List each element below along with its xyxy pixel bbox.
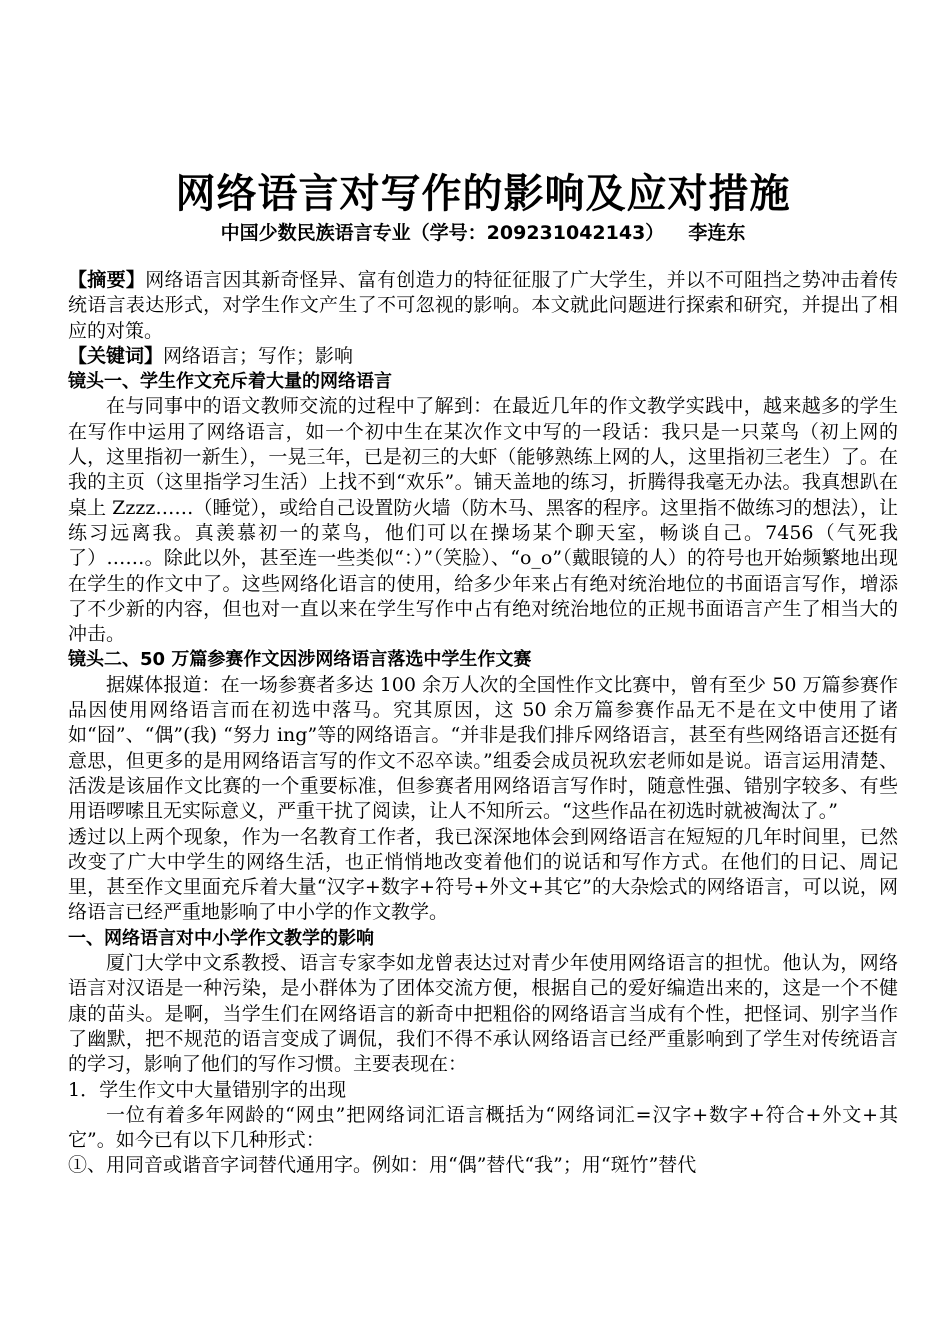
body-paragraph: 一位有着多年网龄的“网虫”把网络词汇语言概括为“网络词汇=汉字+数字+符合+外文+其它”。如今已有以下几种形式： (68, 1103, 898, 1152)
body-paragraph: 在与同事中的语文教师交流的过程中了解到：在最近几年的作文教学实践中，越来越多的学生在写作中运用了网络语言，如一个初中生在某次作文中写的一段话：我只是一只菜鸟（初上网的人，这里指初一新生），一晃三年，已是初三的大虾（能够熟练上网的人，这里指初三老生）了。在我的主页（这里指学习生活）上找不到“欢乐”。铺天盖地的练习，折腾得我毫无办法。我真想趴在桌上 Zzzz……（睡觉），或给自己设置防火墙（防木马、黑客的程序。这里指不做练习的想法），让练习远离我。真羡慕初一的菜鸟，他们可以在操场某个聊天室，畅谈自己。7456（气死我了）……。除此以外，甚至连一些类似“：）”（笑脸）、“o_o”（戴眼镜的人）的符号也开始频繁地出现在学生的作文中了。这些网络化语言的使用，给多少年来占有绝对统治地位的书面语言写作，增添了不少新的内容，但也对一直以来在学生写作中占有绝对统治地位的正规书面语言产生了相当大的冲击。 (68, 395, 898, 646)
section-heading: 镜头一、学生作文充斥着大量的网络语言 (68, 371, 392, 393)
body-paragraph: 厦门大学中文系教授、语言专家李如龙曾表达过对青少年使用网络语言的担忧。他认为，网络语言对汉语是一种污染，是小群体为了团体交流方便，根据自己的爱好编造出来的，这是一个不健康的苗头。是啊，当学生们在网络语言的新奇中把粗俗的网络语言当成有个性，把怪词、别字当作了幽默，把不规范的语言变成了调侃，我们不得不承认网络语言已经严重影响到了学生对传统语言的学习，影响了他们的写作习惯。主要表现在： (68, 952, 898, 1076)
keywords-label: 【关键词】 (68, 344, 164, 367)
keywords (68, 344, 898, 369)
body-paragraph: 透过以上两个现象，作为一名教育工作者，我已深深地体会到网络语言在短短的几年时间里，已然改变了广大中学生的网络生活，也正悄悄地改变着他们的说话和写作方式。在他们的日记、周记里，甚至作文里面充斥着大量“汉字+数字+符号+外文+其它”的大杂烩式的网络语言，可以说，网络语言已经严重地影响了中小学的作文教学。 (68, 825, 898, 924)
abstract-label: 【摘要】 (68, 269, 146, 291)
section-heading: 一、网络语言对中小学作文教学的影响 (68, 927, 374, 949)
abstract (68, 268, 898, 344)
section-heading: 镜头二、50 万篇参赛作文因涉网络语言落选中学生作文赛 (68, 649, 532, 671)
keywords-text: 网络语言；写作；影响 (163, 344, 354, 367)
author-line (68, 220, 898, 246)
major-and-id: 中国少数民族语言专业（学号：209231042143） (220, 222, 665, 244)
page-title: 网络语言对写作的影响及应对措施 (175, 171, 791, 217)
abstract-text: 网络语言因其新奇怪异、富有创造力的特征征服了广大学生，并以不可阻挡之势冲击着传统语言表达形式，对学生作文产生了不可忽视的影响。本文就此问题进行探索和研究，并提出了相应的对策。 (68, 269, 898, 342)
author-name: 李连东 (688, 222, 746, 244)
body-paragraph: 据媒体报道：在一场参赛者多达 100 余万人次的全国性作文比赛中，曾有至少 50 万篇参赛作品因使用网络语言而在初选中落马。究其原因，这 50 余万篇参赛作品无不是在文中使用了诸如“囧”、“偶”(我) “努力 ing”等的网络语言。“并非是我们排斥网络语言，甚至有些网络语言还挺有意思，但更多的是用网络语言写的作文不忍卒读。”组委会成员祝玖宏老师如是说。语言运用清楚、活泼是该届作文比赛的一个重要标准，但参赛者用网络语言写作时，随意性强、错别字较多、有些用语啰嗦且无实际意义，严重干扰了阅读，让人不知所云。“这些作品在初选时就被淘汰了。” (68, 673, 898, 823)
document-page (68, 168, 898, 1179)
list-item: ①、用同音或谐音字词替代通用字。例如：用“偶”替代“我”；用“斑竹”替代 (68, 1154, 697, 1177)
subsection-heading: 1．学生作文中大量错别字的出现 (68, 1078, 347, 1101)
